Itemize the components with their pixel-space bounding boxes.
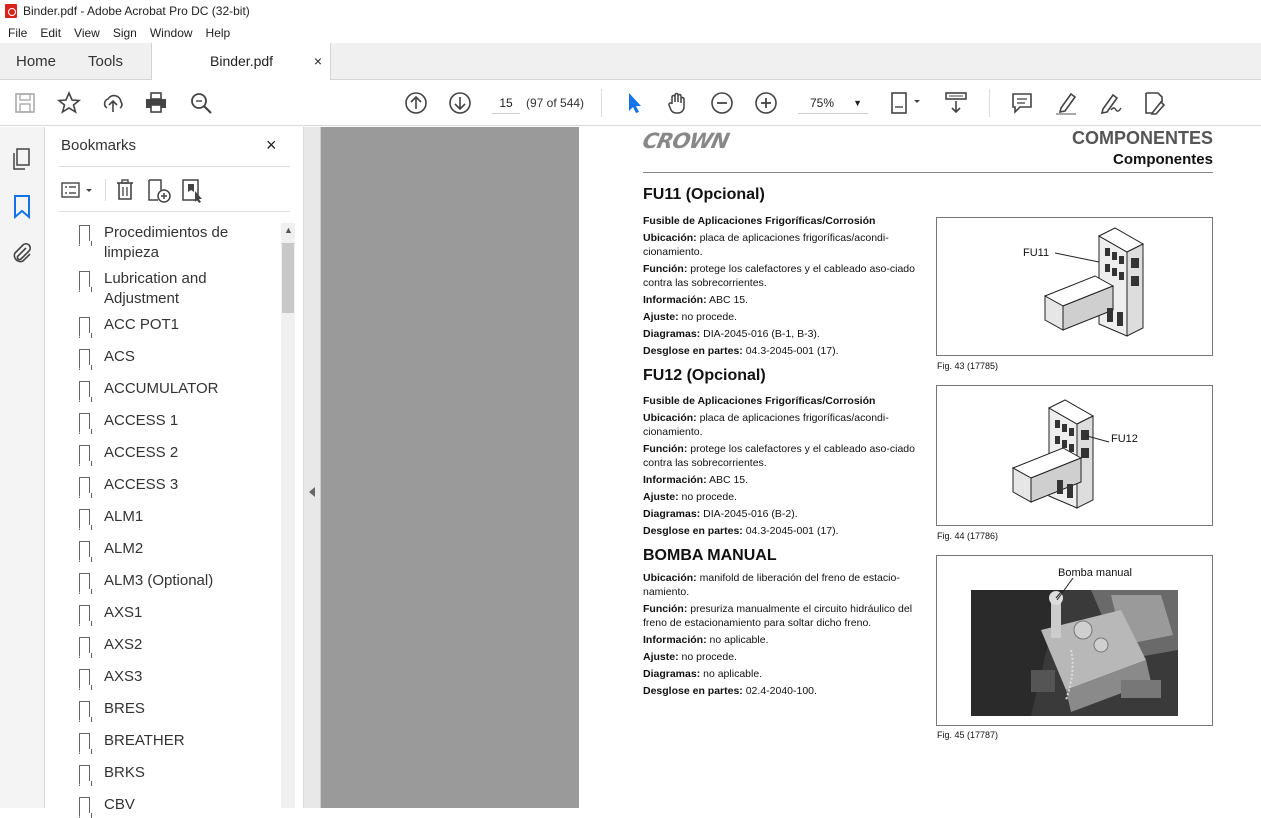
bookmark-from-selection-icon[interactable]	[180, 178, 206, 204]
field-key: Función:	[643, 263, 688, 275]
bookmark-icon	[79, 637, 90, 653]
bookmark-item[interactable]	[75, 571, 280, 591]
bookmark-label: BREATHER	[104, 732, 185, 749]
field-value: ABC 15.	[708, 474, 749, 486]
tab-document-label: Binder.pdf	[210, 53, 274, 69]
field-key: Diagramas:	[643, 328, 701, 340]
zoom-out-icon[interactable]	[709, 90, 735, 116]
upload-icon[interactable]	[100, 90, 126, 116]
scrollbar-thumb[interactable]	[282, 243, 294, 313]
field-key: Ajuste:	[643, 491, 679, 503]
chevron-down-icon: ▼	[853, 98, 862, 108]
pdf-page	[579, 127, 1261, 808]
menu-window[interactable]: Window	[149, 25, 193, 40]
figure-callout: FU11	[1023, 247, 1050, 259]
bookmark-item[interactable]	[75, 539, 280, 559]
bookmark-icon	[79, 477, 90, 493]
bookmark-icon	[79, 669, 90, 685]
bookmark-item[interactable]	[75, 315, 280, 335]
section-subtitle: Fusible de Aplicaciones Frigoríficas/Corrosión	[643, 395, 876, 407]
field-value: manifold de liberación del freno de estacio-namiento.	[643, 572, 900, 598]
field-value: protege los calefactores y el cableado aso-ciado contra las sobrecorrientes.	[643, 263, 915, 289]
bookmark-item[interactable]	[75, 635, 280, 655]
field-key: Diagramas:	[643, 668, 701, 680]
bookmark-label: ALM3 (Optional)	[104, 572, 214, 589]
figure-caption: Fig. 44 (17786)	[937, 531, 999, 541]
bookmark-item[interactable]	[75, 731, 280, 751]
page-fit-icon[interactable]	[889, 90, 925, 116]
page-thumbnails-icon[interactable]	[10, 147, 34, 171]
bookmark-label: Lubrication and Adjustment	[104, 270, 207, 307]
panel-collapse-gutter[interactable]	[304, 127, 321, 808]
tool-divider	[105, 179, 106, 201]
field-value: no procede.	[681, 311, 737, 323]
bookmark-label: AXS3	[104, 668, 143, 685]
find-icon[interactable]	[188, 90, 214, 116]
collapse-panel-icon[interactable]	[309, 487, 315, 497]
bookmark-label: CBV	[104, 796, 135, 813]
bookmark-item[interactable]	[75, 269, 280, 309]
bookmark-icon	[79, 413, 90, 429]
prev-page-icon[interactable]	[403, 90, 429, 116]
figure-caption: Fig. 45 (17787)	[937, 730, 999, 740]
bookmark-item[interactable]	[75, 379, 280, 399]
bookmark-icon	[79, 271, 90, 287]
field-key: Desglose en partes:	[643, 525, 743, 537]
field-key: Desglose en partes:	[643, 685, 743, 697]
bookmark-icon	[79, 381, 90, 397]
next-page-icon[interactable]	[447, 90, 473, 116]
section-body	[643, 571, 920, 698]
close-tab-icon[interactable]: ×	[313, 53, 322, 69]
bookmark-icon	[79, 573, 90, 589]
page-number-input[interactable]: 15	[492, 92, 520, 114]
bookmark-item[interactable]	[75, 763, 280, 783]
bookmark-icon	[79, 541, 90, 557]
document-viewer	[321, 127, 1261, 808]
menu-sign[interactable]: Sign	[112, 25, 137, 40]
field-key: Función:	[643, 603, 688, 615]
window-title: Binder.pdf - Adobe Acrobat Pro DC (32-bit)	[23, 4, 250, 18]
bookmark-label: BRKS	[104, 764, 145, 781]
section-title: FU11 (Opcional)	[643, 186, 765, 203]
bookmark-item[interactable]	[75, 507, 280, 527]
bookmark-icon	[79, 797, 90, 813]
acrobat-icon	[5, 4, 17, 18]
bookmark-item[interactable]	[75, 795, 280, 815]
bookmark-icon	[79, 733, 90, 749]
field-value: ABC 15.	[708, 294, 749, 306]
bookmark-item[interactable]	[75, 347, 280, 367]
field-key: Información:	[643, 294, 707, 306]
zoom-value: 75%	[810, 96, 835, 110]
tab-bar	[0, 43, 1261, 80]
field-value: no procede.	[681, 491, 737, 503]
print-icon[interactable]	[143, 90, 169, 116]
section-subtitle: Fusible de Aplicaciones Frigoríficas/Corrosión	[643, 215, 876, 227]
bookmark-item[interactable]	[75, 411, 280, 431]
save-icon[interactable]	[12, 90, 38, 116]
figure-callout: FU12	[1111, 433, 1138, 445]
menu-view[interactable]: View	[74, 25, 100, 40]
menu-file[interactable]: File	[8, 25, 28, 40]
bookmark-label: AXS2	[104, 636, 143, 653]
attachment-icon[interactable]	[10, 241, 34, 265]
field-value: 04.3-2045-001 (17).	[745, 525, 839, 537]
menu-bar	[0, 22, 1261, 43]
bookmark-label: ACC POT1	[104, 316, 180, 333]
delete-bookmark-icon[interactable]	[114, 178, 136, 202]
bookmarks-panel	[45, 127, 304, 813]
bookmark-icon	[79, 317, 90, 333]
field-value: 02.4-2040-100.	[745, 685, 817, 697]
bookmark-icon	[79, 445, 90, 461]
star-icon[interactable]	[56, 90, 82, 116]
bookmark-label: ACCESS 2	[104, 444, 179, 461]
tab-tools[interactable]: Tools	[88, 53, 124, 70]
field-key: Ubicación:	[643, 572, 697, 584]
field-value: no procede.	[681, 651, 737, 663]
field-key: Ajuste:	[643, 651, 679, 663]
toolbar-divider	[601, 89, 602, 117]
scroll-up-icon[interactable]: ▲	[284, 225, 293, 235]
close-panel-icon[interactable]: ×	[266, 135, 277, 155]
bookmark-item[interactable]	[75, 443, 280, 463]
bookmark-icon	[79, 349, 90, 365]
navigation-rail	[0, 127, 45, 808]
fuse-board-illustration	[937, 386, 1212, 525]
fuse-board-illustration	[937, 218, 1212, 355]
bookmark-label: Procedimientos de limpieza	[104, 224, 229, 261]
bookmark-label: ACCESS 1	[104, 412, 179, 429]
field-value: placa de aplicaciones frigoríficas/acondi-cionamiento.	[643, 412, 889, 438]
field-value: DIA-2045-016 (B-1, B-3).	[703, 328, 820, 340]
bookmark-item[interactable]	[75, 475, 280, 495]
field-key: Información:	[643, 634, 707, 646]
page-header-sub: Componentes	[1112, 151, 1213, 168]
zoom-in-icon[interactable]	[753, 90, 779, 116]
bookmark-item[interactable]	[75, 667, 280, 687]
field-value: presuriza manualmente el circuito hidráulico del freno de estacionamiento para soltar dicho freno.	[643, 603, 913, 629]
menu-edit[interactable]: Edit	[40, 25, 62, 40]
highlight-icon[interactable]	[1053, 90, 1079, 116]
new-bookmark-icon[interactable]	[146, 178, 172, 204]
crown-logo: CROWN	[640, 129, 731, 153]
bookmark-item[interactable]	[75, 223, 280, 263]
figure-fu12	[936, 385, 1213, 526]
edit-pdf-icon[interactable]	[1141, 90, 1167, 116]
bookmark-label: ALM1	[104, 508, 144, 525]
section-title: FU12 (Opcional)	[643, 367, 766, 384]
figure-fu11	[936, 217, 1213, 356]
panel-divider	[59, 211, 290, 212]
figure-bomba-manual	[936, 555, 1213, 726]
section-body	[643, 394, 920, 538]
bookmark-item[interactable]	[75, 603, 280, 623]
hand-icon[interactable]	[665, 90, 691, 116]
bookmark-label: ALM2	[104, 540, 144, 557]
callout-leader-line	[1055, 578, 1075, 602]
bookmark-label: AXS1	[104, 604, 143, 621]
field-key: Ubicación:	[643, 412, 697, 424]
panel-divider	[59, 166, 290, 167]
title-bar	[0, 0, 1261, 22]
tab-home[interactable]: Home	[16, 53, 57, 70]
bookmark-icon	[79, 225, 90, 241]
header-rule	[643, 172, 1213, 173]
select-arrow-icon[interactable]	[621, 90, 647, 116]
bookmark-label: ACCESS 3	[104, 476, 179, 493]
field-value: placa de aplicaciones frigoríficas/acondi-cionamiento.	[643, 232, 889, 258]
tab-document[interactable]	[151, 43, 331, 80]
field-key: Información:	[643, 474, 707, 486]
sign-icon[interactable]	[1097, 90, 1123, 116]
page-header-main: COMPONENTES	[1071, 128, 1213, 148]
figure-caption: Fig. 43 (17785)	[937, 361, 999, 371]
figure-callout: Bomba manual	[1058, 567, 1132, 579]
hand-pump-photo	[971, 590, 1178, 716]
bookmark-icon	[79, 509, 90, 525]
bookmark-label: ACCUMULATOR	[104, 380, 219, 397]
field-value: DIA-2045-016 (B-2).	[703, 508, 798, 520]
field-value: 04.3-2045-001 (17).	[745, 345, 839, 357]
comment-icon[interactable]	[1009, 90, 1035, 116]
section-body	[643, 214, 920, 358]
bookmark-icon	[79, 701, 90, 717]
field-key: Diagramas:	[643, 508, 701, 520]
field-key: Ubicación:	[643, 232, 697, 244]
scroll-mode-icon[interactable]	[943, 90, 969, 116]
page-count: (97 of 544)	[526, 96, 585, 110]
field-key: Desglose en partes:	[643, 345, 743, 357]
field-value: protege los calefactores y el cableado aso-ciado contra las sobrecorrientes.	[643, 443, 915, 469]
toolbar	[0, 80, 1261, 126]
field-key: Ajuste:	[643, 311, 679, 323]
bookmark-icon	[79, 605, 90, 621]
bookmark-icon	[79, 765, 90, 781]
section-title: BOMBA MANUAL	[643, 547, 777, 564]
field-value: no aplicable.	[709, 634, 769, 646]
menu-help[interactable]: Help	[205, 25, 231, 40]
bookmark-item[interactable]	[75, 699, 280, 719]
bookmarks-scrollbar[interactable]	[281, 223, 295, 808]
bookmark-label: BRES	[104, 700, 145, 717]
zoom-select[interactable]	[798, 92, 868, 114]
field-key: Función:	[643, 443, 688, 455]
field-value: no aplicable.	[703, 668, 763, 680]
options-menu-icon[interactable]	[61, 181, 95, 201]
bookmark-panel-icon[interactable]	[11, 194, 33, 220]
bookmark-label: ACS	[104, 348, 135, 365]
toolbar-divider	[989, 89, 990, 117]
bookmarks-title: Bookmarks	[61, 137, 137, 154]
